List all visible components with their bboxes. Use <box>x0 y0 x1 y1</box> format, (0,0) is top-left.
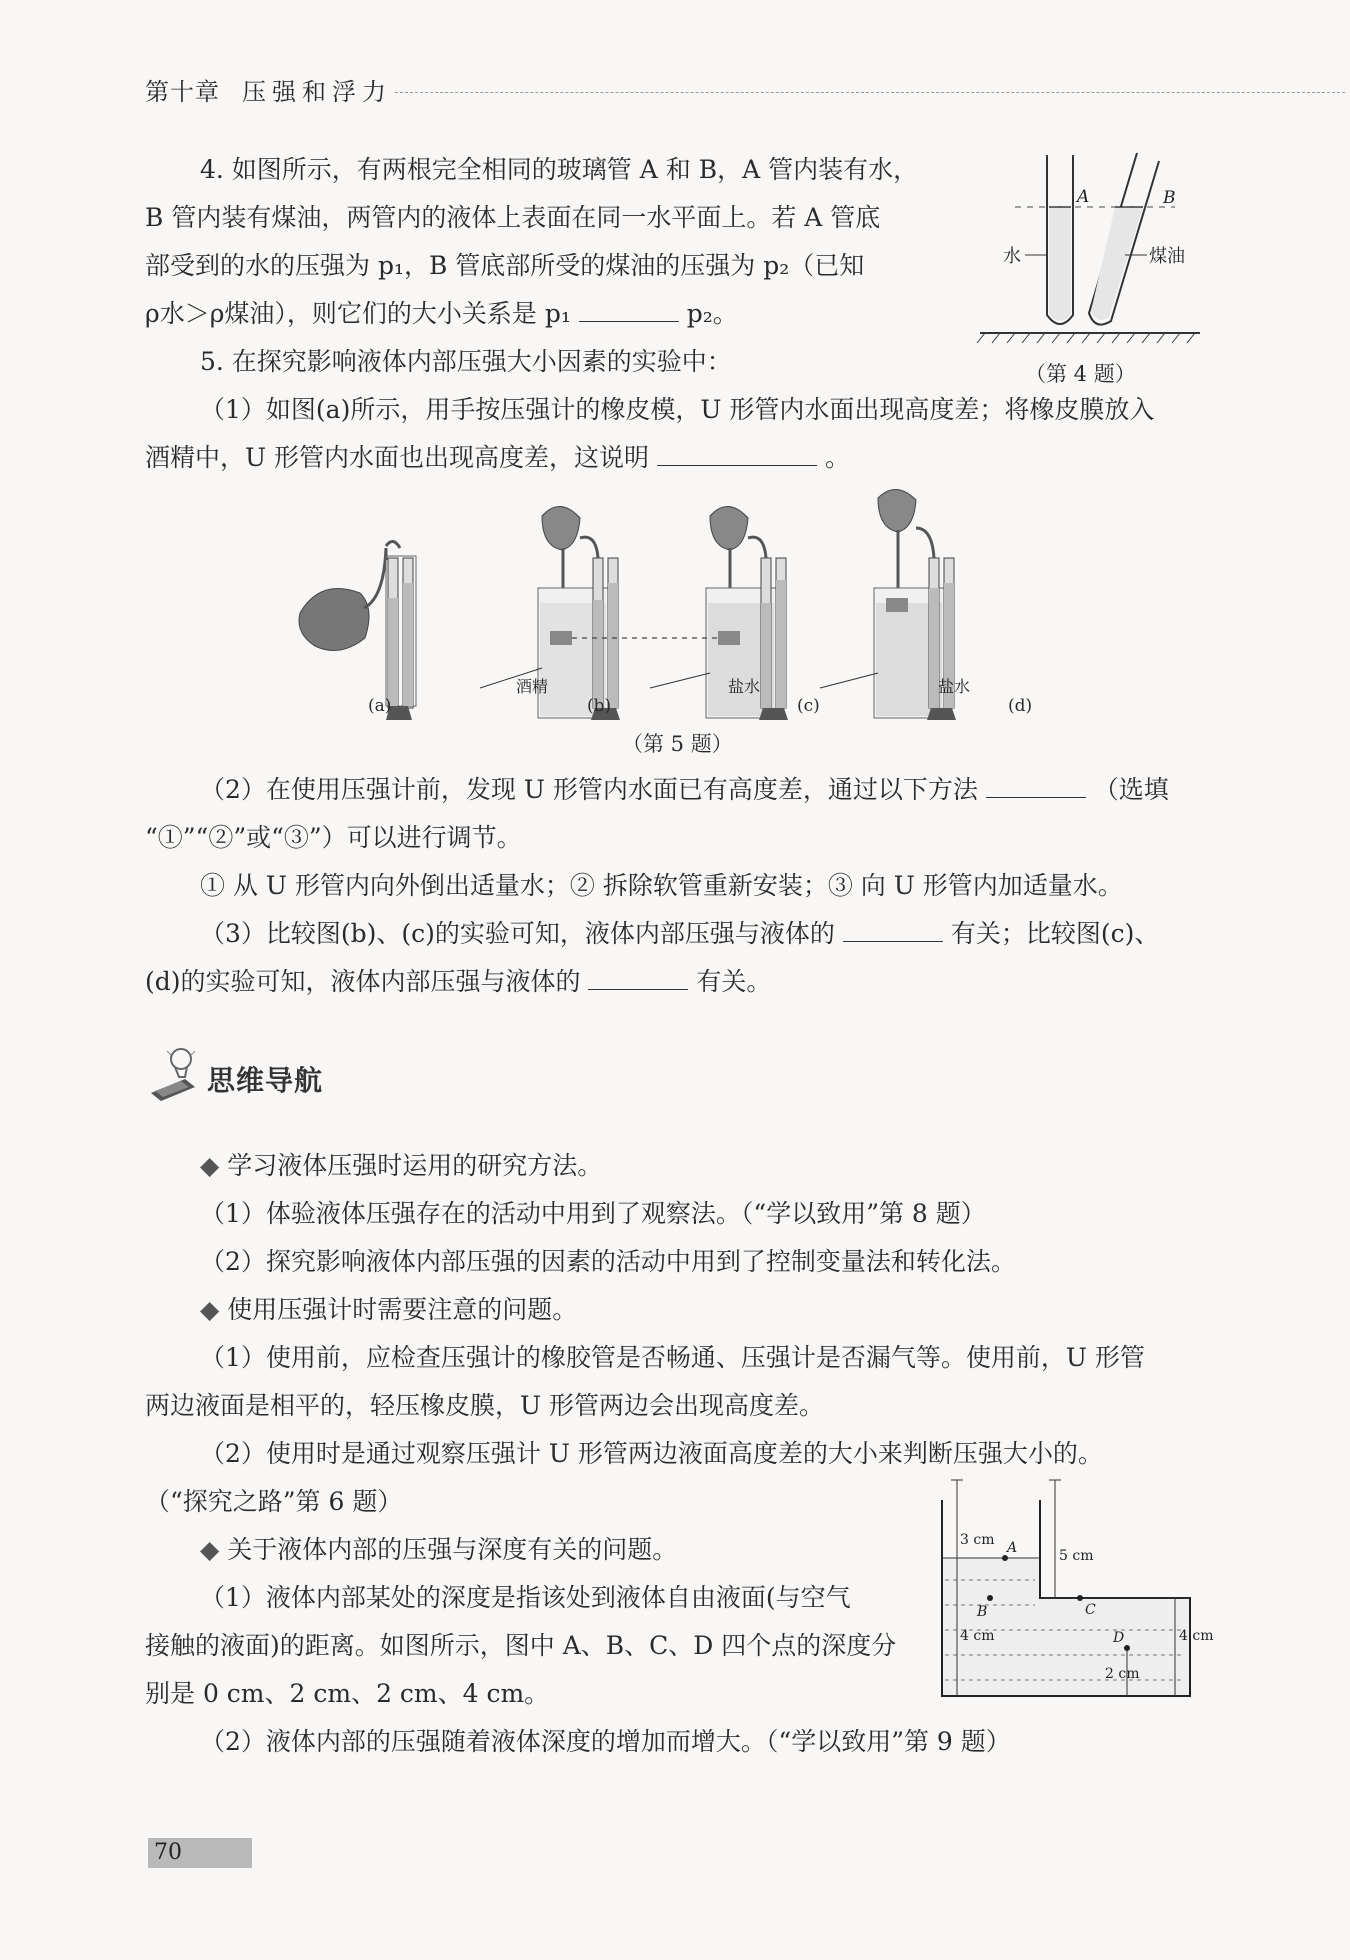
q5-p2-line1-text: （2）在使用压强计前，发现 U 形管内水面已有高度差，通过以下方法 <box>200 775 978 804</box>
depth-figure <box>935 1480 1214 1700</box>
nav-b2-2a: （2）使用时是通过观察压强计 U 形管两边液面高度差的大小来判断压强大小的。 <box>200 1439 1103 1468</box>
q5-p2-line1 <box>200 768 1169 812</box>
fig-5b <box>538 506 620 720</box>
nav-b3-1c: 别是 0 cm、2 cm、2 cm、4 cm。 <box>145 1679 550 1708</box>
q4-line4-end: p₂。 <box>686 299 738 328</box>
nav-b1-2: （2）探究影响液体内部压强的因素的活动中用到了控制变量法和转化法。 <box>200 1247 1016 1276</box>
page-number: 70 <box>154 1840 182 1865</box>
q5-p1-line1: （1）如图(a)所示，用手按压强计的橡皮模，U 形管内水面出现高度差；将橡皮膜放入 <box>200 395 1155 424</box>
water-label: 水 <box>1003 246 1021 267</box>
q5-p1-line2-end: 。 <box>824 443 850 472</box>
nav-b3-1a: （1）液体内部某处的深度是指该处到液体自由液面(与空气 <box>200 1583 851 1612</box>
label-4cm-right: 4 cm <box>1179 1628 1214 1644</box>
nav-b3-2: （2）液体内部的压强随着液体深度的增加而增大。（“学以致用”第 9 题） <box>200 1727 1011 1756</box>
q5-p2-line2: “①”“②”或“③”）可以进行调节。 <box>145 823 522 852</box>
diamond-icon: ◆ <box>200 1535 220 1564</box>
label-2cm: 2 cm <box>1105 1666 1140 1682</box>
q4-answer-blank[interactable] <box>579 297 679 322</box>
diamond-icon: ◆ <box>200 1295 220 1324</box>
label-5cm: 5 cm <box>1059 1548 1094 1564</box>
oil-label: 煤油 <box>1149 246 1185 267</box>
nav-bullet-1-text: 学习液体压强时运用的研究方法。 <box>227 1151 603 1180</box>
q5-p3-line2-end: 有关。 <box>696 967 772 996</box>
nav-b2-1a: （1）使用前，应检查压强计的橡胶管是否畅通、压强计是否漏气等。使用前，U 形管 <box>200 1343 1145 1372</box>
label-alcohol: 酒精 <box>516 677 549 696</box>
q5-p3-line2 <box>145 960 771 1004</box>
label-brine-d: 盐水 <box>938 677 971 696</box>
q4-line3: 部受到的水的压强为 p₁，B 管底部所受的煤油的压强为 p₂（已知 <box>145 251 865 280</box>
q5-p3-answer-blank-1[interactable] <box>843 917 943 942</box>
section-header <box>145 1045 405 1105</box>
thinking-icon <box>145 1045 205 1101</box>
label-c: (c) <box>797 696 820 716</box>
point-b-label: B <box>977 1604 988 1620</box>
q5-p2-answer-blank[interactable] <box>986 773 1086 798</box>
q5-p3-line1-text: （3）比较图(b)、(c)的实验可知，液体内部压强与液体的 <box>200 919 835 948</box>
nav-bullet-3-text: 关于液体内部的压强与深度有关的问题。 <box>227 1535 678 1564</box>
nav-b3-1b: 接触的液面)的距离。如图所示，图中 A、B、C、D 四个点的深度分 <box>145 1631 897 1660</box>
label-d: (d) <box>1008 696 1033 716</box>
point-c-label: C <box>1085 1602 1096 1618</box>
nav-b1-1: （1）体验液体压强存在的活动中用到了观察法。（“学以致用”第 8 题） <box>200 1199 986 1228</box>
label-3cm: 3 cm <box>960 1532 995 1548</box>
chapter-number: 第十章 <box>145 78 220 106</box>
fig-5a <box>299 541 416 720</box>
section-title: 思维导航 <box>207 1064 324 1097</box>
q5-p3-line1 <box>200 912 1159 956</box>
point-d-label: D <box>1113 1630 1125 1646</box>
label-brine-c: 盐水 <box>728 677 761 696</box>
tube-a-label: A <box>1077 187 1090 207</box>
header-rule <box>395 92 1345 93</box>
q5-p2-options: ① 从 U 形管内向外倒出适量水；② 拆除软管重新安装；③ 向 U 形管内加适量水。 <box>200 871 1123 900</box>
nav-bullet-2 <box>200 1288 577 1332</box>
q5-p3-line2-text: (d)的实验可知，液体内部压强与液体的 <box>145 967 581 996</box>
q5-p3-line1-end: 有关；比较图(c)、 <box>950 919 1160 948</box>
q4-line1: 4. 如图所示，有两根完全相同的玻璃管 A 和 B，A 管内装有水， <box>200 155 919 184</box>
q5-intro: 5. 在探究影响液体内部压强大小因素的实验中： <box>200 347 732 376</box>
label-a: (a) <box>368 696 392 716</box>
q4-line4-text: ρ水＞ρ煤油），则它们的大小关系是 p₁ <box>145 299 571 328</box>
tube-b-label: B <box>1163 188 1176 208</box>
point-a-label: A <box>1007 1540 1018 1556</box>
nav-b2-2b: （“探究之路”第 6 题） <box>145 1487 403 1516</box>
nav-b2-1b: 两边液面是相平的，轻压橡皮膜，U 形管两边会出现高度差。 <box>145 1391 825 1420</box>
q5-p1-answer-blank[interactable] <box>657 441 817 466</box>
q5-p2-line1-end: （选填 <box>1093 775 1169 804</box>
page-number-badge <box>148 1838 252 1868</box>
q4-line4 <box>145 292 738 336</box>
nav-bullet-1 <box>200 1144 602 1188</box>
q5-caption: （第 5 题） <box>622 732 733 756</box>
nav-bullet-3 <box>200 1528 677 1572</box>
label-b: (b) <box>587 696 612 716</box>
fig-5d <box>780 488 956 720</box>
q5-p1-line2 <box>145 436 850 480</box>
label-4cm-left: 4 cm <box>960 1628 995 1644</box>
chapter-title: 压强和浮力 <box>242 78 392 106</box>
chapter-header <box>145 68 1205 108</box>
q5-figure <box>280 488 1070 728</box>
q5-p3-answer-blank-2[interactable] <box>588 965 688 990</box>
q4-line2: B 管内装有煤油，两管内的液体上表面在同一水平面上。若 A 管底 <box>145 203 881 232</box>
diamond-icon: ◆ <box>200 1151 220 1180</box>
nav-bullet-2-text: 使用压强计时需要注意的问题。 <box>227 1295 578 1324</box>
q4-figure <box>975 145 1215 365</box>
q5-p1-line2-text: 酒精中，U 形管内水面也出现高度差，这说明 <box>145 443 650 472</box>
q4-caption: （第 4 题） <box>1025 362 1136 386</box>
